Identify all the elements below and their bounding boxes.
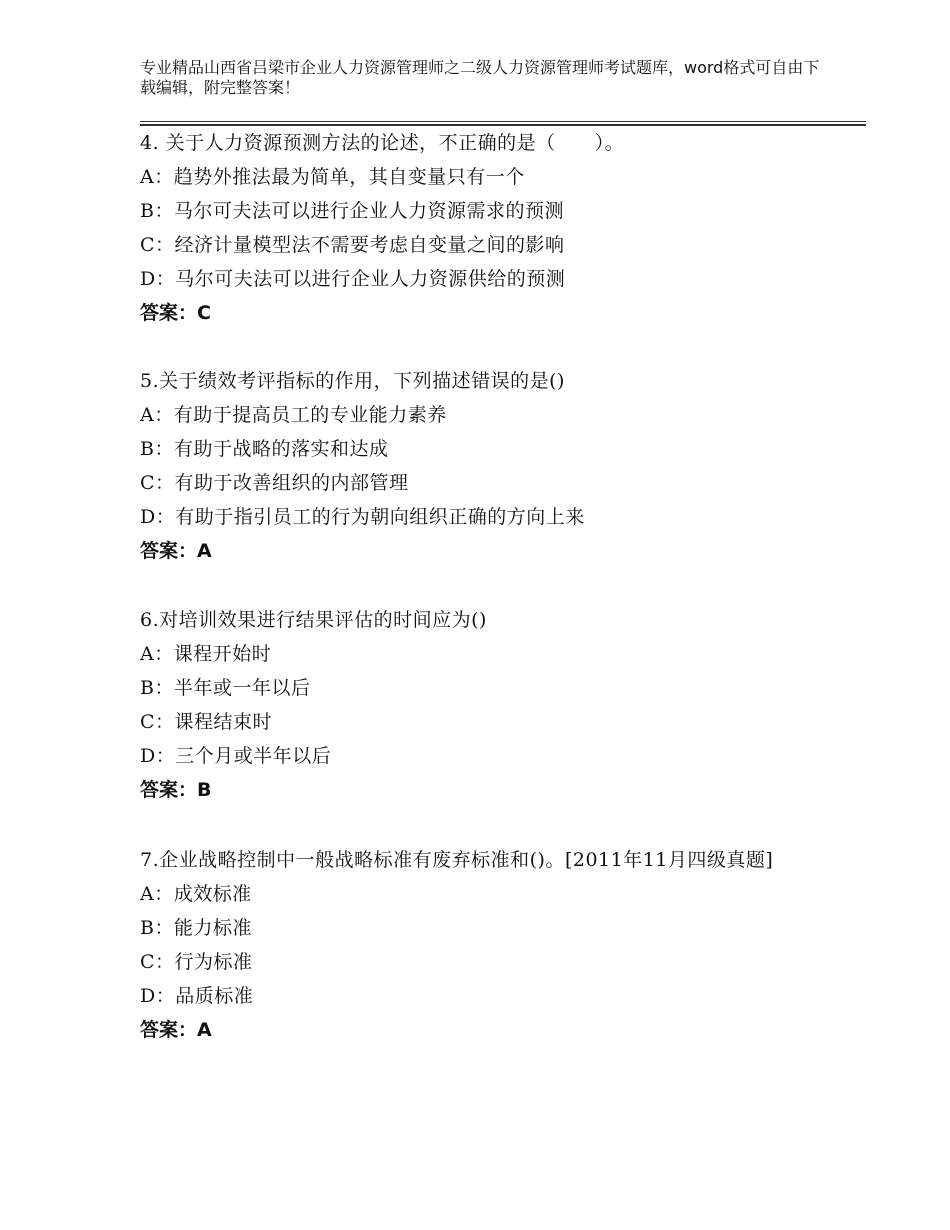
option-a: A：成效标准 — [140, 883, 252, 905]
option-b: B：能力标准 — [140, 917, 252, 939]
option-c: C：课程结束时 — [140, 711, 273, 733]
option-b: B：有助于战略的落实和达成 — [140, 438, 389, 460]
option-b: B：半年或一年以后 — [140, 677, 311, 699]
question-5 — [140, 364, 830, 568]
question-6 — [140, 603, 830, 807]
answer: 答案：A — [140, 540, 212, 562]
option-a: A：课程开始时 — [140, 643, 272, 665]
answer: 答案：A — [140, 1019, 212, 1041]
question-4 — [140, 126, 830, 330]
answer: 答案：C — [140, 302, 211, 324]
document-header: 专业精品山西省吕梁市企业人力资源管理师之二级人力资源管理师考试题库，word格式可自由下载编辑，附完整答案！ — [140, 58, 820, 97]
option-c: C：有助于改善组织的内部管理 — [140, 472, 409, 494]
question-stem: 7.企业战略控制中一般战略标准有废弃标准和()。[2011年11月四级真题] — [140, 849, 774, 871]
option-c: C：行为标准 — [140, 951, 253, 973]
option-c: C：经济计量模型法不需要考虑自变量之间的影响 — [140, 234, 565, 256]
question-stem: 4. 关于人力资源预测方法的论述，不正确的是（ ）。 — [140, 132, 625, 154]
header-divider — [140, 121, 866, 122]
question-stem: 6.对培训效果进行结果评估的时间应为() — [140, 609, 487, 631]
option-a: A：有助于提高员工的专业能力素养 — [140, 404, 447, 426]
option-d: D：品质标准 — [140, 985, 254, 1007]
question-7 — [140, 843, 800, 1047]
option-a: A：趋势外推法最为简单，其自变量只有一个 — [140, 166, 525, 188]
option-d: D：有助于指引员工的行为朝向组织正确的方向上来 — [140, 506, 585, 528]
answer: 答案：B — [140, 779, 212, 801]
question-stem: 5.关于绩效考评指标的作用，下列描述错误的是() — [140, 370, 565, 392]
option-b: B：马尔可夫法可以进行企业人力资源需求的预测 — [140, 200, 564, 222]
option-d: D：三个月或半年以后 — [140, 745, 332, 767]
option-d: D：马尔可夫法可以进行企业人力资源供给的预测 — [140, 268, 566, 290]
